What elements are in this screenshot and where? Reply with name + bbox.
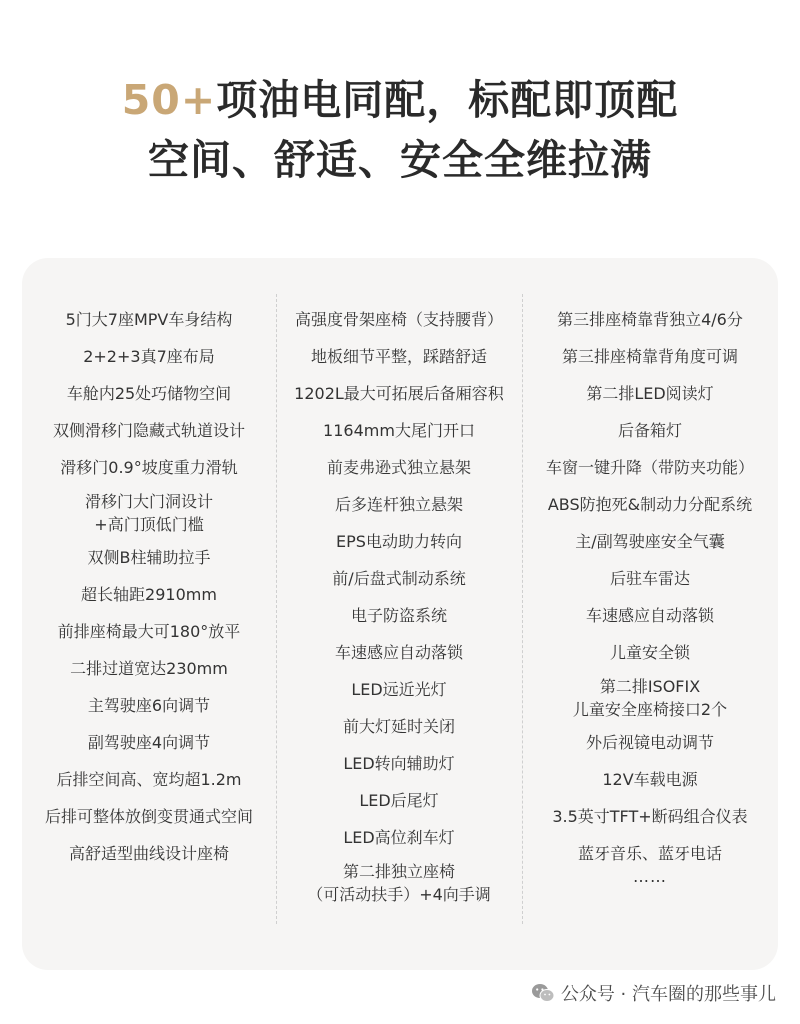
feature-item: LED远近光灯 [351,680,447,699]
feature-item: 3.5英寸TFT+断码组合仪表 [552,807,748,826]
feature-item: 第三排座椅靠背角度可调 [561,347,738,366]
feature-item: 前/后盘式制动系统 [332,569,466,588]
feature-column-comfort [276,302,522,910]
feature-item: 前排座椅最大可180°放平 [57,622,241,641]
feature-item-multiline [22,487,276,540]
feature-item-line: 儿童安全座椅接口2个 [572,700,728,719]
feature-item: 第三排座椅靠背独立4/6分 [557,310,743,329]
feature-item: 12V车载电源 [602,770,698,789]
feature-item: 后排可整体放倒变贯通式空间 [44,807,253,826]
feature-column-space [22,302,276,873]
feature-item-line: +高门顶低门槛 [94,515,204,534]
feature-item: 车速感应自动落锁 [585,606,714,625]
feature-item: 后多连杆独立悬架 [334,495,463,514]
title-line-1-text: 项油电同配，标配即顶配 [216,76,679,124]
page-header [0,70,800,190]
feature-item-line: 第二排ISOFIX [599,677,701,696]
wechat-icon [531,982,555,1004]
title-highlight: 50+ [121,76,217,124]
feature-item: 蓝牙音乐、蓝牙电话 [577,844,722,863]
feature-item: 副驾驶座4向调节 [87,733,211,752]
feature-item: 1202L最大可拓展后备厢容积 [294,384,504,403]
feature-item-line: 第二排独立座椅 [342,862,455,881]
feature-item: LED高位刹车灯 [343,828,455,847]
feature-item: ABS防抱死&制动力分配系统 [547,495,753,514]
feature-item-line: 滑移门大门洞设计 [84,492,213,511]
feature-card [22,258,778,970]
feature-item: 主驾驶座6向调节 [87,696,211,715]
feature-item: 车舱内25处巧储物空间 [66,384,232,403]
feature-item-multiline [276,857,522,910]
feature-item: 后排空间高、宽均超1.2m [56,770,242,789]
title-line-1 [0,70,800,130]
feature-item: 儿童安全锁 [609,643,690,662]
feature-item: 高强度骨架座椅（支持腰背） [294,310,503,329]
feature-item: 滑移门0.9°坡度重力滑轨 [60,458,238,477]
feature-item: 第二排LED阅读灯 [586,384,714,403]
feature-item: 5门大7座MPV车身结构 [65,310,233,329]
source-text: 公众号 · 汽车圈的那些事儿 [560,984,776,1005]
feature-item: 高舒适型曲线设计座椅 [68,844,229,863]
feature-item: EPS电动助力转向 [336,532,462,551]
feature-item: LED转向辅助灯 [343,754,455,773]
feature-item: 前大灯延时关闭 [342,717,455,736]
feature-item: 电子防盗系统 [350,606,447,625]
title-line-2: 空间、舒适、安全全维拉满 [148,136,652,184]
feature-item: 后驻车雷达 [609,569,690,588]
feature-item: 车窗一键升降（带防夹功能） [545,458,754,477]
feature-item-line: （可活动扶手）+4向手调 [307,885,491,904]
feature-item: 前麦弗逊式独立悬架 [326,458,471,477]
feature-item: 超长轴距2910mm [81,585,217,604]
feature-item: 地板细节平整，踩踏舒适 [310,347,487,366]
feature-item: 主/副驾驶座安全气囊 [575,532,725,551]
feature-item: 双侧滑移门隐藏式轨道设计 [52,421,245,440]
feature-item: LED后尾灯 [359,791,439,810]
feature-item: 外后视镜电动调节 [585,733,714,752]
feature-column-safety [522,302,778,885]
feature-item-multiline [522,672,778,725]
feature-item: 双侧B柱辅助拉手 [87,548,211,567]
feature-item: 1164mm大尾门开口 [323,421,475,440]
ellipsis-more: …… [633,867,667,886]
source-watermark [531,978,776,1008]
feature-item: 2+2+3真7座布局 [83,347,215,366]
feature-item: 后备箱灯 [617,421,682,440]
feature-item: 车速感应自动落锁 [334,643,463,662]
feature-item: 二排过道宽达230mm [70,659,228,678]
